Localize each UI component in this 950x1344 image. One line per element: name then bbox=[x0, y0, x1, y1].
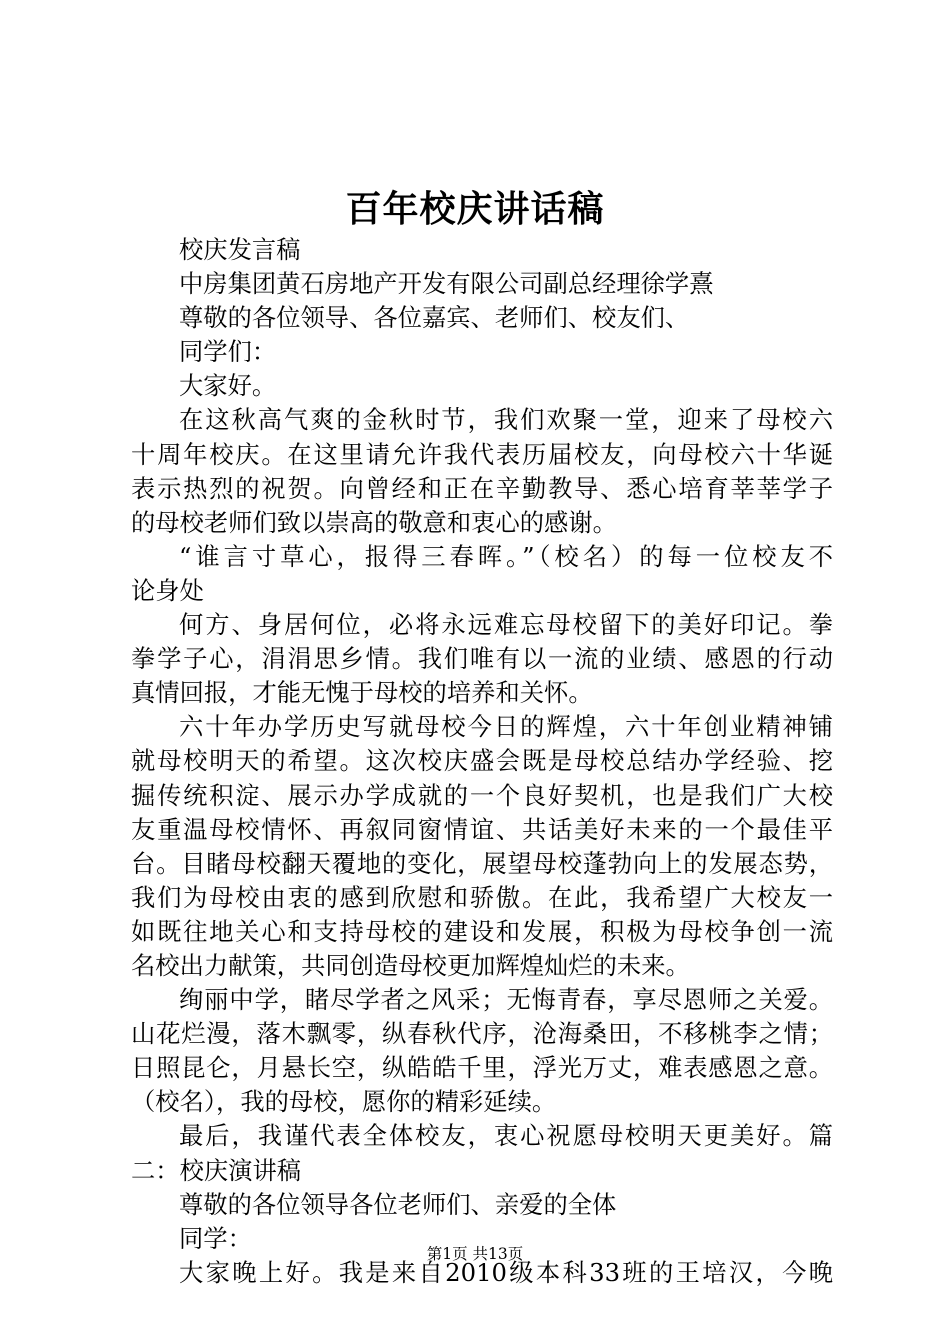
text-line: 尊敬的各位领导、各位嘉宾、老师们、校友们、 bbox=[179, 303, 690, 333]
text-line: 台。目睹母校翻天覆地的变化，展望母校蓬勃向上的发展态势， bbox=[131, 848, 833, 878]
text-line: 日照昆仑，月悬长空，纵皓皓千里，浮光万丈，难表感恩之意。 bbox=[131, 1053, 833, 1083]
text-line: “谁言寸草心，报得三春晖。”（校名）的每一位校友不 bbox=[179, 541, 833, 571]
text-line: 的母校老师们致以崇高的敬意和衷心的感谢。 bbox=[131, 507, 617, 537]
text-line: 山花烂漫，落木飘零，纵春秋代序，沧海桑田，不移桃李之情； bbox=[131, 1019, 833, 1049]
text-line: 二：校庆演讲稿 bbox=[131, 1155, 302, 1185]
text-line: 论身处 bbox=[131, 575, 204, 605]
text-line: 大家好。 bbox=[179, 371, 277, 401]
text-line: 大家晚上好。我是来自2010级本科33班的王培汉，今晚 bbox=[179, 1257, 833, 1287]
text-line: 校庆发言稿 bbox=[179, 235, 301, 264]
text-line: 绚丽中学，睹尽学者之风采；无悔青春，享尽恩师之关爱。 bbox=[179, 985, 833, 1015]
text-line: 表示热烈的祝贺。向曾经和正在辛勤教导、悉心培育莘莘学子 bbox=[131, 473, 833, 503]
text-line: 十周年校庆。在这里请允许我代表历届校友，向母校六十华诞 bbox=[131, 439, 833, 469]
document-title: 百年校庆讲话稿 bbox=[345, 188, 605, 230]
text-line: 最后，我谨代表全体校友，衷心祝愿母校明天更美好。篇 bbox=[179, 1121, 833, 1151]
text-line: 友重温母校情怀、再叙同窗情谊、共话美好未来的一个最佳平 bbox=[131, 814, 833, 844]
text-line: 掘传统积淀、展示办学成就的一个良好契机，也是我们广大校 bbox=[131, 780, 833, 810]
text-line: 如既往地关心和支持母校的建设和发展，积极为母校争创一流 bbox=[131, 916, 833, 946]
text-line: 在这秋高气爽的金秋时节，我们欢聚一堂，迎来了母校六 bbox=[179, 405, 833, 435]
document-body bbox=[131, 233, 833, 1290]
text-line: 尊敬的各位领导各位老师们、亲爱的全体 bbox=[179, 1189, 617, 1219]
text-line: 名校出力献策，共同创造母校更加辉煌灿烂的未来。 bbox=[131, 950, 690, 980]
text-line: 同学们： bbox=[179, 337, 277, 367]
text-line: 中房集团黄石房地产开发有限公司副总经理徐学熹 bbox=[179, 269, 714, 299]
text-line: 拳学子心，涓涓思乡情。我们唯有以一流的业绩、感恩的行动 bbox=[131, 644, 833, 674]
text-line: 真情回报，才能无愧于母校的培养和关怀。 bbox=[131, 678, 593, 708]
text-line: 就母校明天的希望。这次校庆盛会既是母校总结办学经验、挖 bbox=[131, 746, 833, 776]
text-line: （校名），我的母校，愿你的精彩延续。 bbox=[131, 1087, 557, 1117]
text-line: 我们为母校由衷的感到欣慰和骄傲。在此，我希望广大校友一 bbox=[131, 882, 833, 912]
text-line: 六十年办学历史写就母校今日的辉煌，六十年创业精神铺 bbox=[179, 712, 833, 742]
page-footer: 第1页 共13页 bbox=[426, 1245, 524, 1263]
text-line: 何方、身居何位，必将永远难忘母校留下的美好印记。拳 bbox=[179, 610, 833, 640]
text-line: 同学： bbox=[179, 1223, 252, 1253]
